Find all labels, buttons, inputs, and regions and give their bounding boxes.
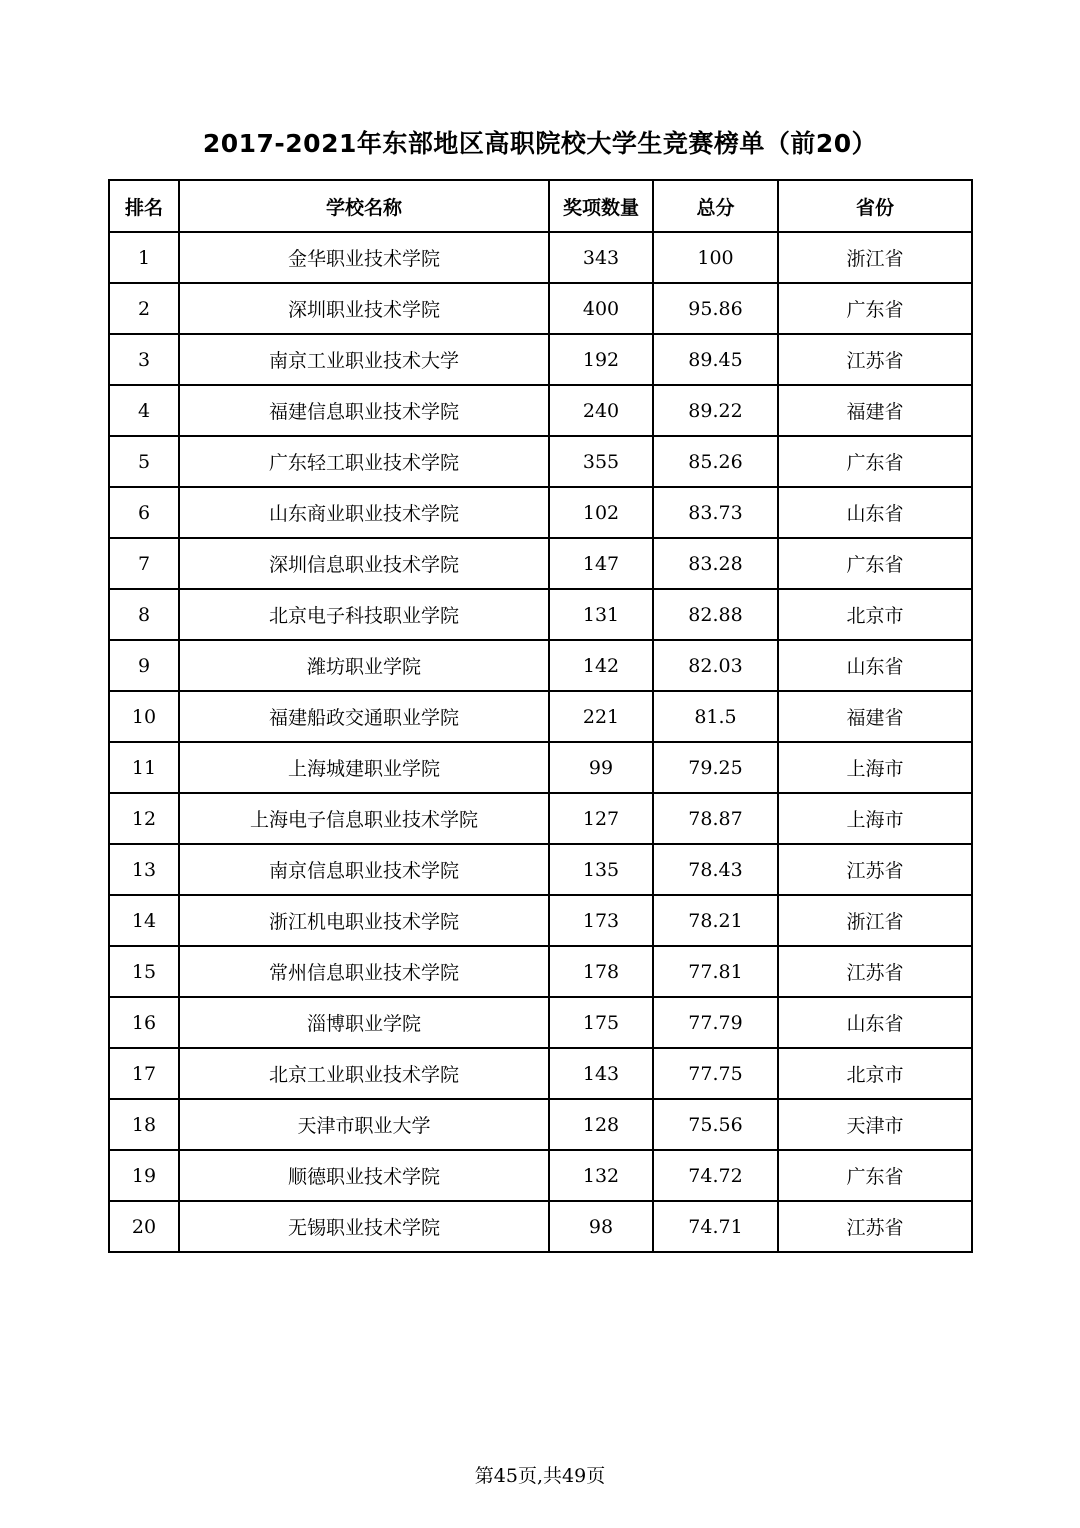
column-header-school: 学校名称	[179, 180, 549, 232]
cell-score: 83.73	[653, 487, 778, 538]
table-row	[109, 997, 972, 1048]
cell-score: 83.28	[653, 538, 778, 589]
table-row	[109, 385, 972, 436]
table-row	[109, 844, 972, 895]
table-row	[109, 436, 972, 487]
cell-rank: 8	[109, 589, 179, 640]
cell-province: 上海市	[778, 793, 972, 844]
cell-province: 江苏省	[778, 1201, 972, 1252]
cell-rank: 17	[109, 1048, 179, 1099]
cell-rank: 12	[109, 793, 179, 844]
cell-score: 78.87	[653, 793, 778, 844]
cell-rank: 20	[109, 1201, 179, 1252]
ranking-table	[108, 179, 973, 1253]
cell-score: 79.25	[653, 742, 778, 793]
cell-school: 无锡职业技术学院	[179, 1201, 549, 1252]
cell-score: 89.45	[653, 334, 778, 385]
cell-score: 100	[653, 232, 778, 283]
column-header-awards: 奖项数量	[549, 180, 653, 232]
cell-school: 金华职业技术学院	[179, 232, 549, 283]
cell-awards: 400	[549, 283, 653, 334]
cell-score: 74.72	[653, 1150, 778, 1201]
cell-awards: 240	[549, 385, 653, 436]
cell-province: 上海市	[778, 742, 972, 793]
cell-province: 广东省	[778, 436, 972, 487]
table-header-row	[109, 180, 972, 232]
cell-rank: 14	[109, 895, 179, 946]
cell-awards: 178	[549, 946, 653, 997]
cell-school: 天津市职业大学	[179, 1099, 549, 1150]
cell-province: 山东省	[778, 997, 972, 1048]
cell-school: 深圳信息职业技术学院	[179, 538, 549, 589]
cell-province: 福建省	[778, 385, 972, 436]
cell-score: 77.79	[653, 997, 778, 1048]
cell-province: 天津市	[778, 1099, 972, 1150]
cell-school: 山东商业职业技术学院	[179, 487, 549, 538]
table-row	[109, 1201, 972, 1252]
cell-rank: 6	[109, 487, 179, 538]
cell-school: 福建信息职业技术学院	[179, 385, 549, 436]
table-row	[109, 1150, 972, 1201]
cell-province: 福建省	[778, 691, 972, 742]
cell-school: 常州信息职业技术学院	[179, 946, 549, 997]
cell-score: 78.21	[653, 895, 778, 946]
cell-score: 85.26	[653, 436, 778, 487]
cell-score: 78.43	[653, 844, 778, 895]
cell-rank: 9	[109, 640, 179, 691]
cell-score: 82.88	[653, 589, 778, 640]
cell-score: 74.71	[653, 1201, 778, 1252]
cell-score: 77.75	[653, 1048, 778, 1099]
cell-school: 福建船政交通职业学院	[179, 691, 549, 742]
cell-rank: 7	[109, 538, 179, 589]
cell-school: 上海城建职业学院	[179, 742, 549, 793]
cell-school: 上海电子信息职业技术学院	[179, 793, 549, 844]
cell-rank: 11	[109, 742, 179, 793]
table-row	[109, 895, 972, 946]
table-row	[109, 487, 972, 538]
cell-school: 广东轻工职业技术学院	[179, 436, 549, 487]
cell-awards: 142	[549, 640, 653, 691]
table-row	[109, 232, 972, 283]
cell-rank: 19	[109, 1150, 179, 1201]
cell-awards: 192	[549, 334, 653, 385]
cell-school: 深圳职业技术学院	[179, 283, 549, 334]
cell-score: 75.56	[653, 1099, 778, 1150]
cell-rank: 18	[109, 1099, 179, 1150]
cell-province: 浙江省	[778, 232, 972, 283]
cell-rank: 4	[109, 385, 179, 436]
table-row	[109, 1099, 972, 1150]
cell-awards: 132	[549, 1150, 653, 1201]
cell-school: 淄博职业学院	[179, 997, 549, 1048]
cell-awards: 127	[549, 793, 653, 844]
cell-province: 山东省	[778, 487, 972, 538]
table-row	[109, 946, 972, 997]
cell-awards: 173	[549, 895, 653, 946]
page-title: 2017-2021年东部地区高职院校大学生竞赛榜单（前20）	[202, 129, 878, 158]
cell-awards: 143	[549, 1048, 653, 1099]
cell-score: 81.5	[653, 691, 778, 742]
cell-school: 南京信息职业技术学院	[179, 844, 549, 895]
cell-rank: 5	[109, 436, 179, 487]
cell-province: 北京市	[778, 1048, 972, 1099]
cell-awards: 102	[549, 487, 653, 538]
cell-rank: 15	[109, 946, 179, 997]
table-row	[109, 742, 972, 793]
cell-school: 浙江机电职业技术学院	[179, 895, 549, 946]
cell-school: 顺德职业技术学院	[179, 1150, 549, 1201]
cell-awards: 221	[549, 691, 653, 742]
cell-province: 江苏省	[778, 946, 972, 997]
cell-rank: 13	[109, 844, 179, 895]
table-row	[109, 640, 972, 691]
cell-rank: 10	[109, 691, 179, 742]
cell-awards: 98	[549, 1201, 653, 1252]
cell-score: 95.86	[653, 283, 778, 334]
cell-awards: 135	[549, 844, 653, 895]
table-row	[109, 1048, 972, 1099]
cell-awards: 128	[549, 1099, 653, 1150]
table-row	[109, 334, 972, 385]
cell-awards: 355	[549, 436, 653, 487]
cell-school: 北京电子科技职业学院	[179, 589, 549, 640]
cell-score: 89.22	[653, 385, 778, 436]
cell-school: 潍坊职业学院	[179, 640, 549, 691]
table-row	[109, 793, 972, 844]
cell-rank: 3	[109, 334, 179, 385]
cell-awards: 343	[549, 232, 653, 283]
table-body	[109, 232, 972, 1252]
cell-province: 广东省	[778, 1150, 972, 1201]
cell-awards: 99	[549, 742, 653, 793]
cell-province: 广东省	[778, 283, 972, 334]
cell-rank: 16	[109, 997, 179, 1048]
cell-province: 江苏省	[778, 844, 972, 895]
column-header-rank: 排名	[109, 180, 179, 232]
cell-province: 广东省	[778, 538, 972, 589]
cell-province: 北京市	[778, 589, 972, 640]
cell-score: 82.03	[653, 640, 778, 691]
cell-school: 南京工业职业技术大学	[179, 334, 549, 385]
cell-rank: 2	[109, 283, 179, 334]
cell-awards: 131	[549, 589, 653, 640]
table-row	[109, 538, 972, 589]
cell-province: 山东省	[778, 640, 972, 691]
cell-province: 浙江省	[778, 895, 972, 946]
table-row	[109, 691, 972, 742]
page-footer: 第45页,共49页	[474, 1465, 606, 1487]
cell-awards: 175	[549, 997, 653, 1048]
cell-rank: 1	[109, 232, 179, 283]
cell-score: 77.81	[653, 946, 778, 997]
table-row	[109, 283, 972, 334]
cell-school: 北京工业职业技术学院	[179, 1048, 549, 1099]
cell-province: 江苏省	[778, 334, 972, 385]
column-header-score: 总分	[653, 180, 778, 232]
cell-awards: 147	[549, 538, 653, 589]
table-row	[109, 589, 972, 640]
column-header-province: 省份	[778, 180, 972, 232]
